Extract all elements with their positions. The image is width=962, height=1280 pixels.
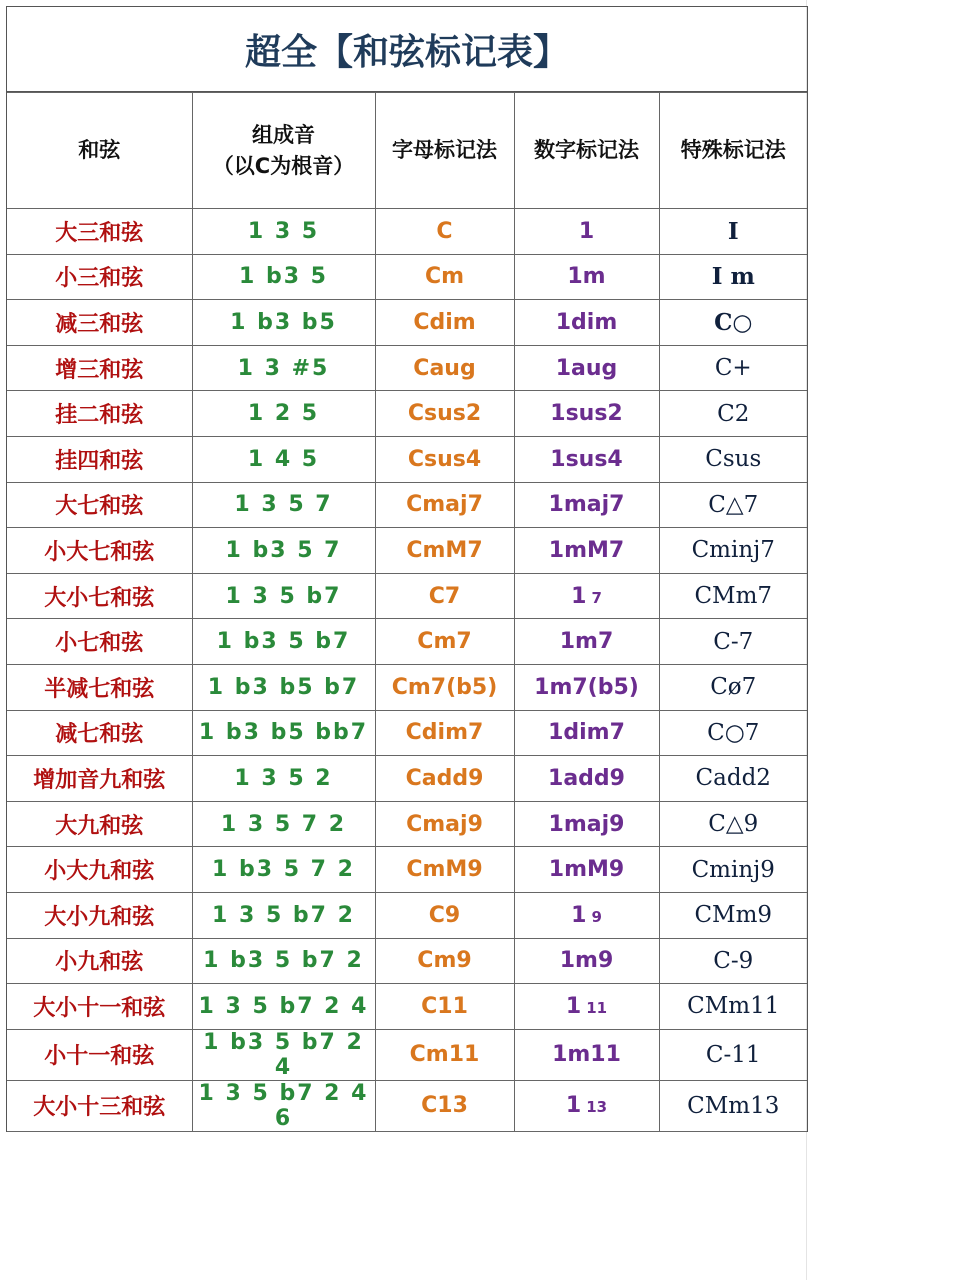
- number-main: 1m7: [559, 629, 614, 655]
- page-title: 超全【和弦标记表】: [7, 7, 807, 92]
- table-row: [7, 345, 807, 391]
- chord-name: 大小十一和弦: [7, 984, 192, 1030]
- letter-notation: Caug: [375, 345, 514, 391]
- chord-chart: [6, 6, 808, 1132]
- special-notation: Cadd2: [659, 756, 807, 802]
- special-notation: Cø7: [659, 664, 807, 710]
- chord-notes: 1 3 5 2: [192, 756, 375, 802]
- number-notation: [514, 482, 659, 528]
- chord-notes: 1 3 5 7: [192, 482, 375, 528]
- table-row: [7, 209, 807, 255]
- number-main: 1sus2: [550, 401, 623, 427]
- number-main: 1aug: [555, 355, 618, 381]
- table-row: [7, 756, 807, 802]
- special-notation: C△7: [659, 482, 807, 528]
- letter-notation: CmM9: [375, 847, 514, 893]
- number-notation: [514, 254, 659, 300]
- table-row: [7, 254, 807, 300]
- letter-notation: C7: [375, 573, 514, 619]
- chord-name: 大小七和弦: [7, 573, 192, 619]
- chord-name: 挂二和弦: [7, 391, 192, 437]
- chord-name: 半减七和弦: [7, 664, 192, 710]
- number-notation: [514, 938, 659, 984]
- number-main: 1dim: [555, 309, 618, 335]
- number-notation: [514, 892, 659, 938]
- chord-notes: 1 b3 5 7: [192, 528, 375, 574]
- number-small: 11: [586, 998, 608, 1017]
- table-row: [7, 1080, 807, 1131]
- table-row: [7, 984, 807, 1030]
- number-main: 1: [565, 993, 582, 1019]
- chord-name: 挂四和弦: [7, 436, 192, 482]
- letter-notation: Cmaj9: [375, 801, 514, 847]
- table-row: [7, 391, 807, 437]
- chord-notes: 1 3 5 b7 2 4: [192, 984, 375, 1030]
- table-row: [7, 482, 807, 528]
- special-notation: C-11: [659, 1029, 807, 1080]
- number-notation: [514, 528, 659, 574]
- chord-name: 大小九和弦: [7, 892, 192, 938]
- chord-notes: 1 b3 5 b7 2 4: [192, 1029, 375, 1080]
- letter-notation: Cm: [375, 254, 514, 300]
- number-main: 1maj9: [548, 811, 625, 837]
- number-notation: [514, 209, 659, 255]
- chord-table: [7, 92, 807, 1132]
- number-main: 1: [571, 902, 587, 928]
- number-notation: [514, 801, 659, 847]
- number-main: 1mM9: [548, 857, 625, 883]
- number-main: 1dim7: [548, 720, 625, 746]
- chord-notes: 1 b3 5 b7 2: [192, 938, 375, 984]
- number-notation: [514, 1080, 659, 1131]
- chord-notes: 1 3 5 7 2: [192, 801, 375, 847]
- header-notes: [192, 93, 375, 209]
- letter-notation: C9: [375, 892, 514, 938]
- chord-name: 减三和弦: [7, 300, 192, 346]
- number-notation: [514, 345, 659, 391]
- special-notation: C○: [659, 300, 807, 346]
- header-notes-line1: 组成音: [252, 123, 315, 148]
- letter-notation: C11: [375, 984, 514, 1030]
- header-notes-line2: （以C为根音）: [212, 153, 355, 178]
- chord-name: 大小十三和弦: [7, 1080, 192, 1131]
- table-row: [7, 300, 807, 346]
- special-notation: C○7: [659, 710, 807, 756]
- number-notation: [514, 436, 659, 482]
- chord-notes: 1 b3 b5 bb7: [192, 710, 375, 756]
- special-notation: CMm11: [659, 984, 807, 1030]
- special-notation: Cminj7: [659, 528, 807, 574]
- chord-notes: 1 4 5: [192, 436, 375, 482]
- chord-name: 增三和弦: [7, 345, 192, 391]
- number-main: 1: [565, 1093, 582, 1119]
- table-row: [7, 710, 807, 756]
- letter-notation: Cdim7: [375, 710, 514, 756]
- table-row: [7, 573, 807, 619]
- special-notation: CMm13: [659, 1080, 807, 1131]
- letter-notation: Cm7: [375, 619, 514, 665]
- number-notation: [514, 984, 659, 1030]
- table-row: [7, 619, 807, 665]
- chord-notes: 1 b3 5 7 2: [192, 847, 375, 893]
- letter-notation: C: [375, 209, 514, 255]
- header-special: 特殊标记法: [659, 93, 807, 209]
- number-small: 13: [586, 1098, 608, 1117]
- header-row: [7, 93, 807, 209]
- number-small: 7: [591, 588, 602, 607]
- table-row: [7, 801, 807, 847]
- header-letter: 字母标记法: [375, 93, 514, 209]
- chord-name: 小七和弦: [7, 619, 192, 665]
- number-main: 1m11: [552, 1042, 621, 1068]
- special-notation: C-7: [659, 619, 807, 665]
- special-notation: C+: [659, 345, 807, 391]
- letter-notation: C13: [375, 1080, 514, 1131]
- chord-name: 大九和弦: [7, 801, 192, 847]
- chord-name: 大七和弦: [7, 482, 192, 528]
- number-main: 1add9: [548, 765, 625, 791]
- number-main: 1sus4: [550, 446, 623, 472]
- letter-notation: Cmaj7: [375, 482, 514, 528]
- letter-notation: CmM7: [375, 528, 514, 574]
- header-chord: 和弦: [7, 93, 192, 209]
- special-notation: C2: [659, 391, 807, 437]
- number-notation: [514, 1029, 659, 1080]
- chord-notes: 1 3 #5: [192, 345, 375, 391]
- number-main: 1m7(b5): [534, 674, 639, 700]
- number-notation: [514, 300, 659, 346]
- number-small: 9: [591, 907, 602, 926]
- table-row: [7, 938, 807, 984]
- number-notation: [514, 391, 659, 437]
- chord-notes: 1 b3 5: [192, 254, 375, 300]
- chord-notes: 1 3 5 b7: [192, 573, 375, 619]
- number-main: 1m9: [559, 948, 614, 974]
- chord-name: 小九和弦: [7, 938, 192, 984]
- chord-notes: 1 3 5 b7 2 4 6: [192, 1080, 375, 1131]
- special-notation: I: [659, 209, 807, 255]
- table-row: [7, 1029, 807, 1080]
- special-notation: Csus: [659, 436, 807, 482]
- special-notation: C-9: [659, 938, 807, 984]
- special-notation: CMm7: [659, 573, 807, 619]
- chord-name: 增加音九和弦: [7, 756, 192, 802]
- letter-notation: Csus4: [375, 436, 514, 482]
- table-row: [7, 528, 807, 574]
- chord-notes: 1 2 5: [192, 391, 375, 437]
- number-notation: [514, 710, 659, 756]
- chord-name: 小十一和弦: [7, 1029, 192, 1080]
- number-main: 1mM7: [548, 537, 625, 563]
- table-row: [7, 892, 807, 938]
- letter-notation: Csus2: [375, 391, 514, 437]
- number-main: 1maj7: [548, 492, 625, 518]
- chord-name: 小三和弦: [7, 254, 192, 300]
- chord-notes: 1 b3 5 b7: [192, 619, 375, 665]
- special-notation: Cminj9: [659, 847, 807, 893]
- number-notation: [514, 573, 659, 619]
- special-notation: I m: [659, 254, 807, 300]
- number-main: 1: [578, 218, 595, 244]
- table-row: [7, 664, 807, 710]
- number-notation: [514, 756, 659, 802]
- special-notation: CMm9: [659, 892, 807, 938]
- chord-notes: 1 b3 b5 b7: [192, 664, 375, 710]
- number-notation: [514, 619, 659, 665]
- number-main: 1: [571, 583, 587, 609]
- chord-notes: 1 3 5 b7 2: [192, 892, 375, 938]
- special-notation: C△9: [659, 801, 807, 847]
- chord-name: 小大七和弦: [7, 528, 192, 574]
- chord-notes: 1 3 5: [192, 209, 375, 255]
- number-notation: [514, 664, 659, 710]
- letter-notation: Cm7(b5): [375, 664, 514, 710]
- chord-name: 减七和弦: [7, 710, 192, 756]
- header-number: 数字标记法: [514, 93, 659, 209]
- chord-name: 小大九和弦: [7, 847, 192, 893]
- chord-name: 大三和弦: [7, 209, 192, 255]
- letter-notation: Cm9: [375, 938, 514, 984]
- letter-notation: Cm11: [375, 1029, 514, 1080]
- table-row: [7, 847, 807, 893]
- letter-notation: Cdim: [375, 300, 514, 346]
- letter-notation: Cadd9: [375, 756, 514, 802]
- table-row: [7, 436, 807, 482]
- number-notation: [514, 847, 659, 893]
- number-main: 1m: [567, 264, 606, 290]
- chord-notes: 1 b3 b5: [192, 300, 375, 346]
